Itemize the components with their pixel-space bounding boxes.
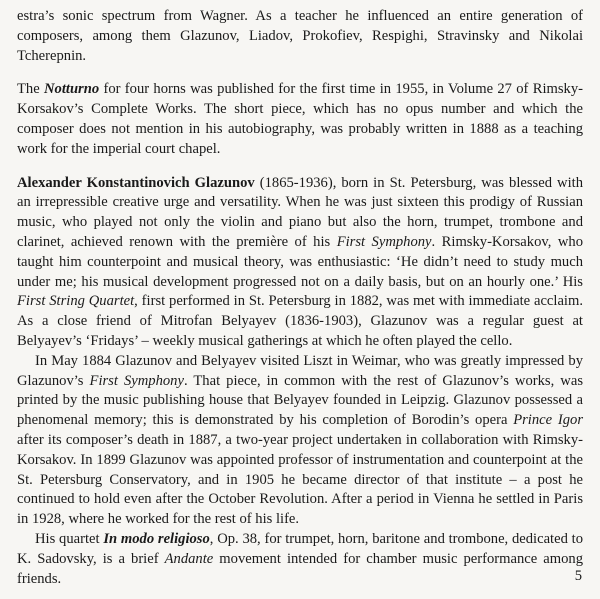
work-title: First String Quartet <box>17 293 135 310</box>
text-run: . That piece, in common with the rest of Glazunov’s works, was printed by the music publishing house that Belyayev founded in Leipzig. Glazunov possessed a phenomenal memory; this is demonstrated by his completion of Borodin’s opera <box>17 372 583 429</box>
paragraph-liszt-visit <box>17 352 583 530</box>
text-run: In May 1884 Glazunov and Belyayev visited Liszt in Weimar, who was greatly impressed by Glazunov’s <box>17 352 583 389</box>
text-run: , Op. 38, for trumpet, horn, baritone and trombone, dedicated to K. Sadovsky, is a brief <box>17 530 583 567</box>
paragraph-rimsky-influence <box>17 7 583 66</box>
work-title: First Symphony <box>89 372 184 389</box>
work-title: In modo religioso <box>103 530 210 547</box>
text-run: His quartet <box>35 530 104 547</box>
tempo-marking: Andante <box>164 550 214 567</box>
text-run: estra’s sonic spectrum from Wagner. As a teacher he influenced an entire generation of composers, among them Glazunov, Liadov, Prokofiev, Respighi, Stravinsky and Nikolai Tcherepnin. <box>17 8 583 64</box>
paragraph-notturno <box>17 80 583 159</box>
work-title: Notturno <box>44 81 100 98</box>
text-run: (1865-1936), born in St. Petersburg, was blessed with an irrepressible creative urge and versatility. When he was just sixteen this prodigy of Russian music, who played not only the violin and piano but also the horn, trumpet, trombone and clarinet, achieved renown with the première of his <box>17 174 583 250</box>
paragraph-glazunov-bio <box>17 174 583 352</box>
text-run: for four horns was published for the first time in 1955, in Volume 27 of Rimsky-Korsakov’s Complete Works. The short piece, which has no opus number and which the composer does not mention in his autobiography, was probably written in 1888 as a teaching work for the imperial court chapel. <box>17 81 583 157</box>
page-number: 5 <box>574 568 582 584</box>
text-run: movement intended for chamber music performance among friends. <box>17 550 583 587</box>
paragraph-in-modo-religioso <box>17 530 583 589</box>
document-page <box>17 7 583 589</box>
text-run: , first performed in St. Petersburg in 1882, was met with immediate acclaim. As a close friend of Mitrofan Belyayev (1836-1903), Glazunov was a regular guest at Belyayev’s ‘Fridays’ – weekly musical gatherings at which he often played the cello. <box>17 293 583 349</box>
text-run: after its composer’s death in 1887, a two-year project undertaken in collaboration with Rimsky-Korsakov. In 1899 Glazunov was appointed professor of instrumentation and counterpoint at the St. Petersburg Conservatory, and in 1905 he became director of that institute – a post he continued to hold even after the October Revolution. After a period in Vienna he settled in Paris in 1928, where he worked for the rest of his life. <box>17 431 583 528</box>
text-run: The <box>17 81 44 98</box>
work-title: First Symphony <box>336 233 432 250</box>
text-run: . Rimsky-Korsakov, who taught him counterpoint and musical theory, was enthusiastic: ‘He didn’t need to study much under me; his musical development progressed not on a daily basis, but on an hourly one.’ His <box>17 233 583 290</box>
composer-name: Alexander Konstantinovich Glazunov <box>17 174 255 191</box>
work-title: Prince Igor <box>513 412 583 429</box>
